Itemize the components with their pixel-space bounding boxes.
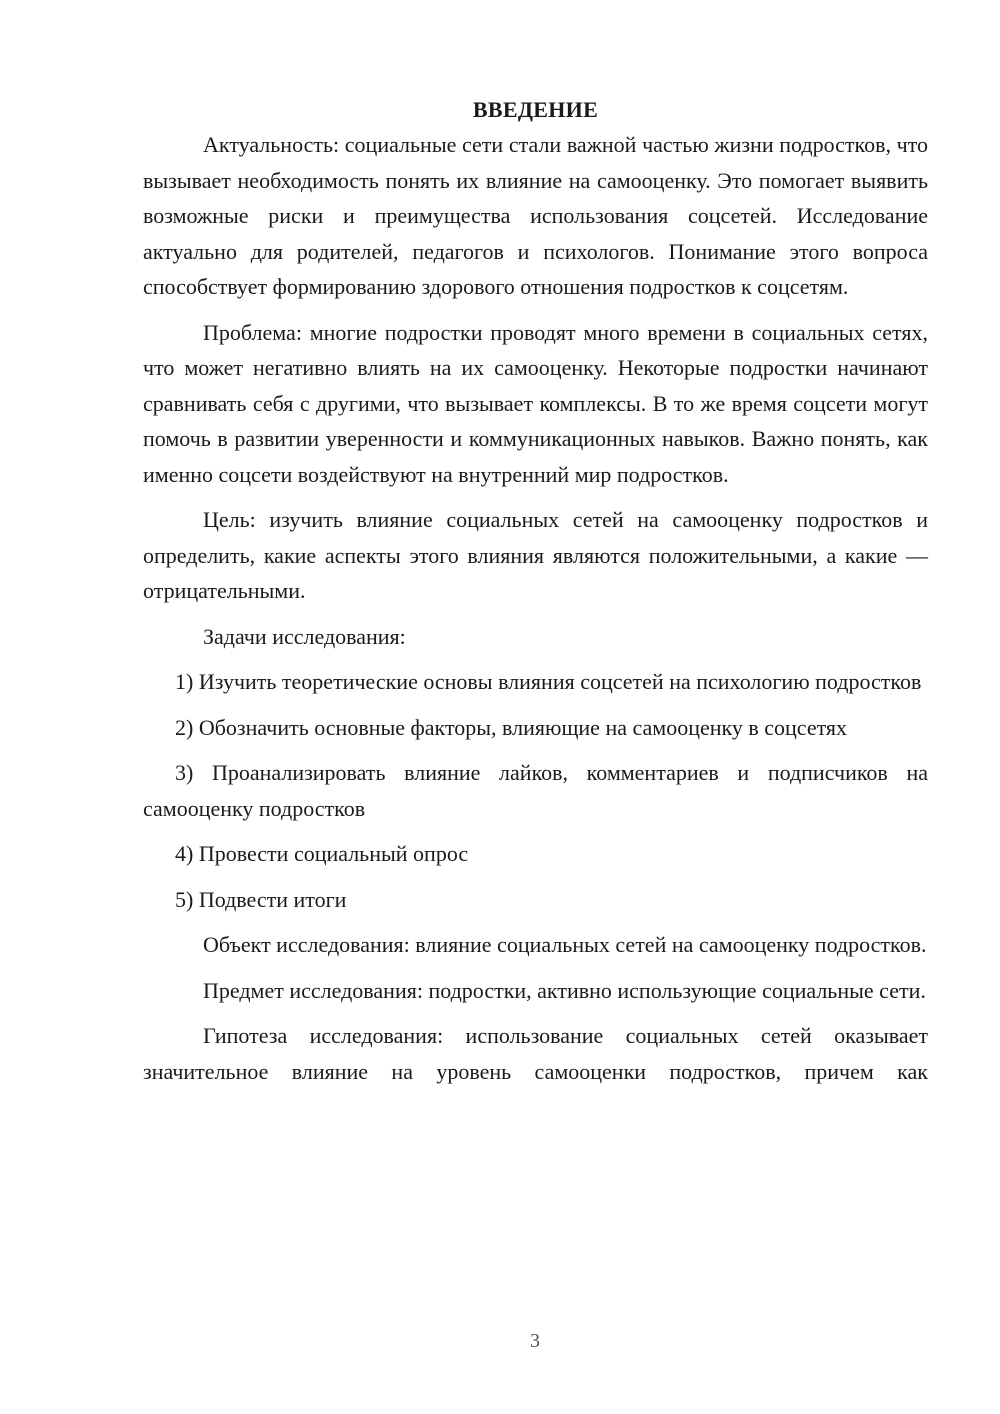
paragraph-goal: Цель: изучить влияние социальных сетей на самооценку подростков и определить, какие аспекты этого влияния являются положительными, а какие — отрицательными. [143,507,928,603]
paragraph-object: Объект исследования: влияние социальных сетей на самооценку подростков. [203,932,927,957]
paragraph-subject: Предмет исследования: подростки, активно использующие социальные сети. [203,977,926,1003]
section-title: ВВЕДЕНИЕ [472,97,599,122]
paragraph-relevance: Актуальность: социальные сети стали важной частью жизни подростков, что вызывает необходимость понять их влияние на самооценку. Это помогает выявить возможные риски и преимущества использования соцсетей. Исследование актуально для родителей, педагогов и психологов. Понимание этого вопроса способствует формированию здорового отношения подростков к соцсетям. [143,132,928,299]
paragraph-hypothesis: Гипотеза исследования: использование социальных сетей оказывает значительное влияние на уровень самооценки подростков, причем как [143,1023,928,1084]
task-item-1: 1) Изучить теоретические основы влияния соцсетей на психологию подростков [175,669,922,694]
tasks-heading: Задачи исследования: [203,623,406,649]
page-number: 3 [530,1330,540,1352]
task-item-4: 4) Провести социальный опрос [175,841,469,866]
task-item-2: 2) Обозначить основные факторы, влияющие на самооценку в соцсетях [175,714,848,740]
task-item-3: 3) Проанализировать влияние лайков, комментариев и подписчиков на самооценку подростков [143,760,928,821]
task-item-5: 5) Подвести итоги [175,886,347,912]
document-page [143,92,928,1099]
paragraph-problem: Проблема: многие подростки проводят много времени в социальных сетях, что может негативно влиять на их самооценку. Некоторые подростки начинают сравнивать себя с другими, что вызывает комплексы. В то же время соцсети могут помочь в развитии уверенности и коммуникационных навыков. Важно понять, как именно соцсети воздействуют на внутренний мир подростков. [143,319,928,487]
